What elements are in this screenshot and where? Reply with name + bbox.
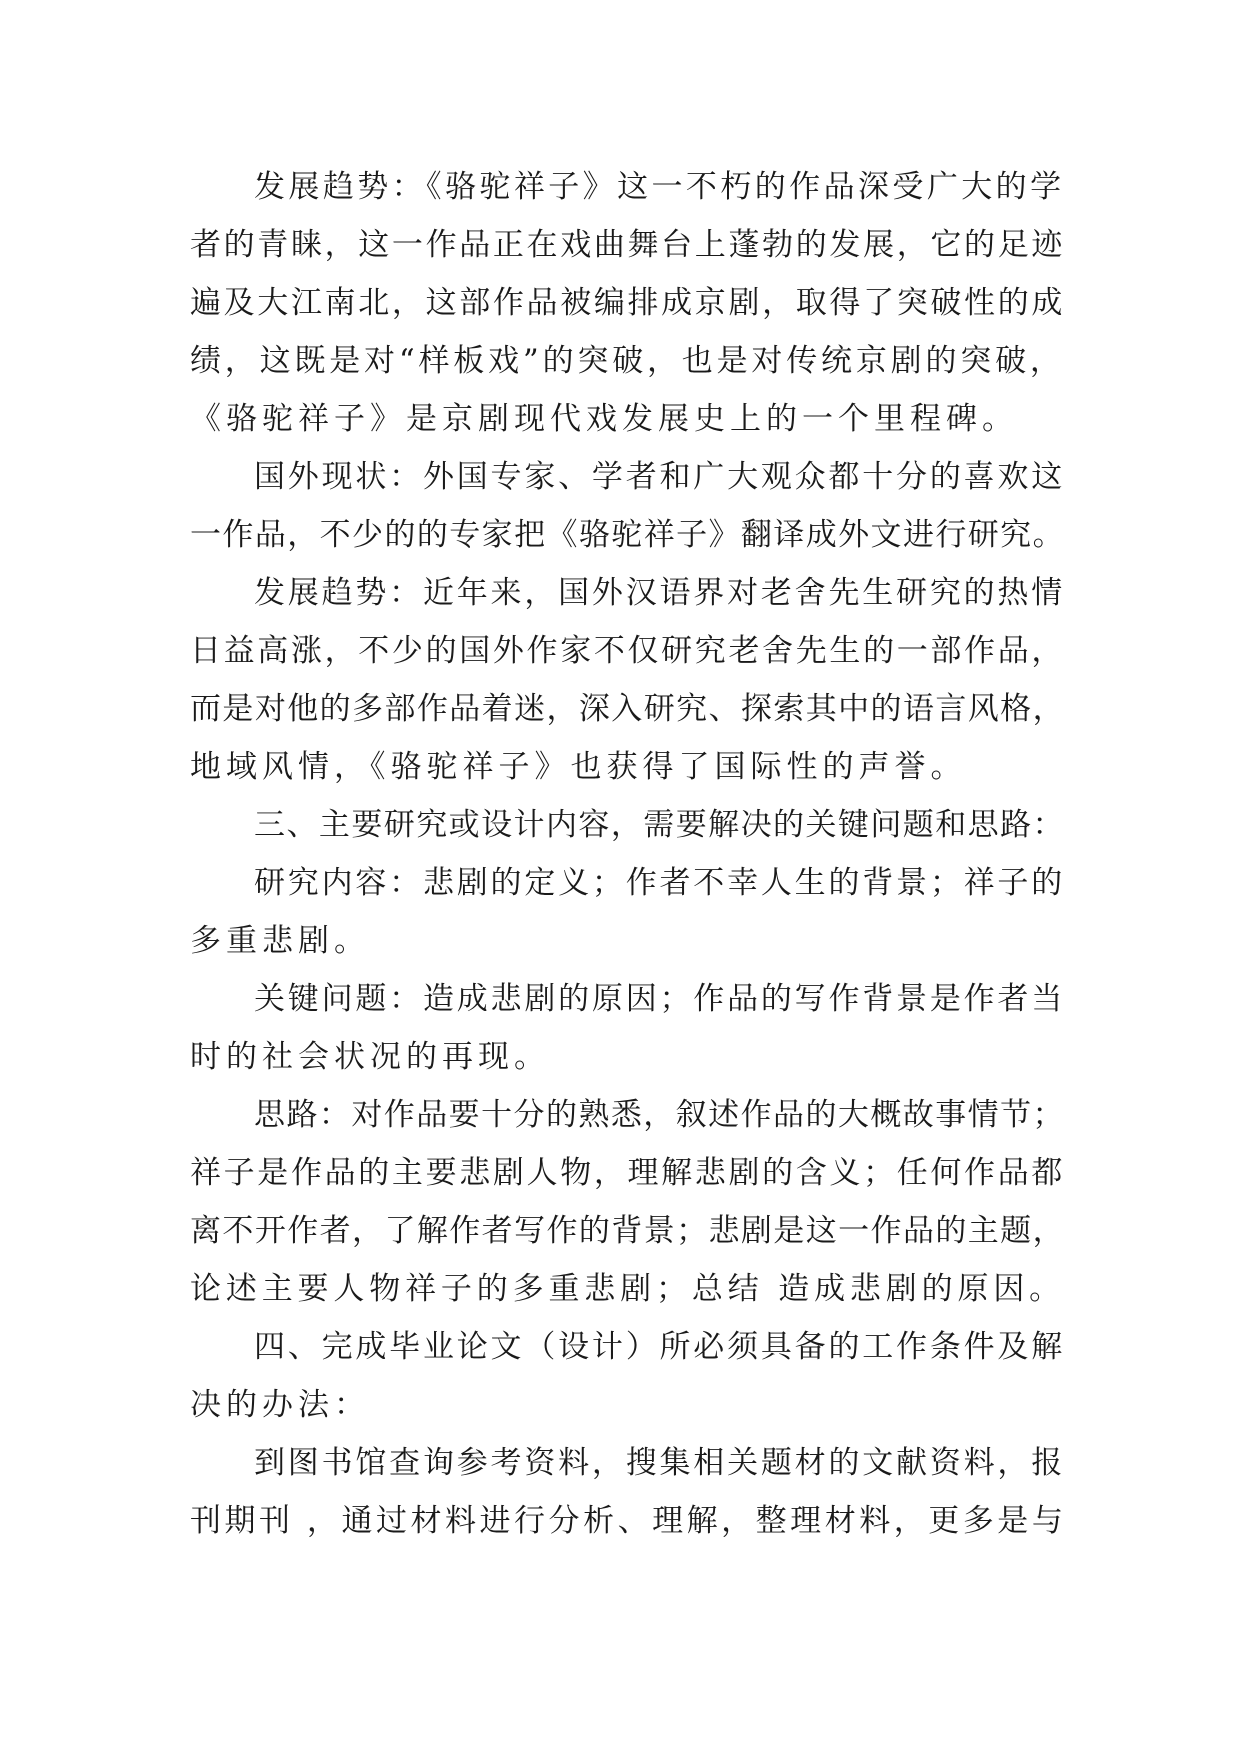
text-line: 日益高涨，不少的国外作家不仅研究老舍先生的一部作品， — [190, 633, 1065, 669]
document-body — [190, 158, 1065, 1550]
text-line: 而是对他的多部作品着迷，深入研究、探索其中的语言风格， — [190, 691, 1065, 727]
text-line: 祥子是作品的主要悲剧人物，理解悲剧的含义；任何作品都 — [190, 1155, 1065, 1191]
text-line: 四、完成毕业论文（设计）所必须具备的工作条件及解 — [254, 1329, 1065, 1365]
paragraph-foreign-status — [190, 448, 1065, 564]
text-line: 研究内容：悲剧的定义；作者不幸人生的背景；祥子的 — [254, 865, 1065, 901]
text-line: 多重悲剧。 — [190, 923, 370, 959]
text-line: 发展趋势：《骆驼祥子》这一不朽的作品深受广大的学 — [254, 169, 1065, 205]
section-heading-4 — [190, 1318, 1065, 1434]
paragraph-key-issues — [190, 970, 1065, 1086]
text-line: 遍及大江南北，这部作品被编排成京剧，取得了突破性的成 — [190, 285, 1065, 321]
paragraph-development-trend-1 — [190, 158, 1065, 448]
text-line: 关键问题：造成悲剧的原因；作品的写作背景是作者当 — [254, 981, 1065, 1017]
text-line: 一作品，不少的的专家把《骆驼祥子》翻译成外文进行研究。 — [190, 517, 1065, 553]
section-heading-3 — [190, 796, 1065, 854]
text-line: 三、主要研究或设计内容，需要解决的关键问题和思路： — [254, 807, 1065, 843]
text-line: 刊期刊 ，通过材料进行分析、理解，整理材料，更多是与 — [190, 1503, 1067, 1539]
text-line: 时的社会状况的再现。 — [190, 1039, 550, 1075]
text-line: 者的青睐，这一作品正在戏曲舞台上蓬勃的发展，它的足迹 — [190, 227, 1065, 263]
text-line: 思路：对作品要十分的熟悉，叙述作品的大概故事情节； — [254, 1097, 1065, 1133]
text-line: 国外现状：外国专家、学者和广大观众都十分的喜欢这 — [254, 459, 1065, 495]
text-line: 地域风情，《骆驼祥子》也获得了国际性的声誉。 — [190, 749, 967, 785]
text-line: 论述主要人物祥子的多重悲剧；总结 造成悲剧的原因。 — [190, 1271, 1066, 1307]
text-line: 《骆驼祥子》是京剧现代戏发展史上的一个里程碑。 — [190, 401, 1018, 437]
paragraph-research-content — [190, 854, 1065, 970]
paragraph-library-research — [190, 1434, 1065, 1550]
text-line: 决的办法： — [190, 1387, 370, 1423]
text-line: 离不开作者，了解作者写作的背景；悲剧是这一作品的主题， — [190, 1213, 1065, 1249]
paragraph-development-trend-2 — [190, 564, 1065, 796]
text-line: 到图书馆查询参考资料，搜集相关题材的文献资料，报 — [254, 1445, 1065, 1481]
paragraph-approach — [190, 1086, 1065, 1318]
text-line: 绩，这既是对“样板戏”的突破，也是对传统京剧的突破， — [190, 343, 1065, 379]
text-line: 发展趋势：近年来，国外汉语界对老舍先生研究的热情 — [254, 575, 1065, 611]
